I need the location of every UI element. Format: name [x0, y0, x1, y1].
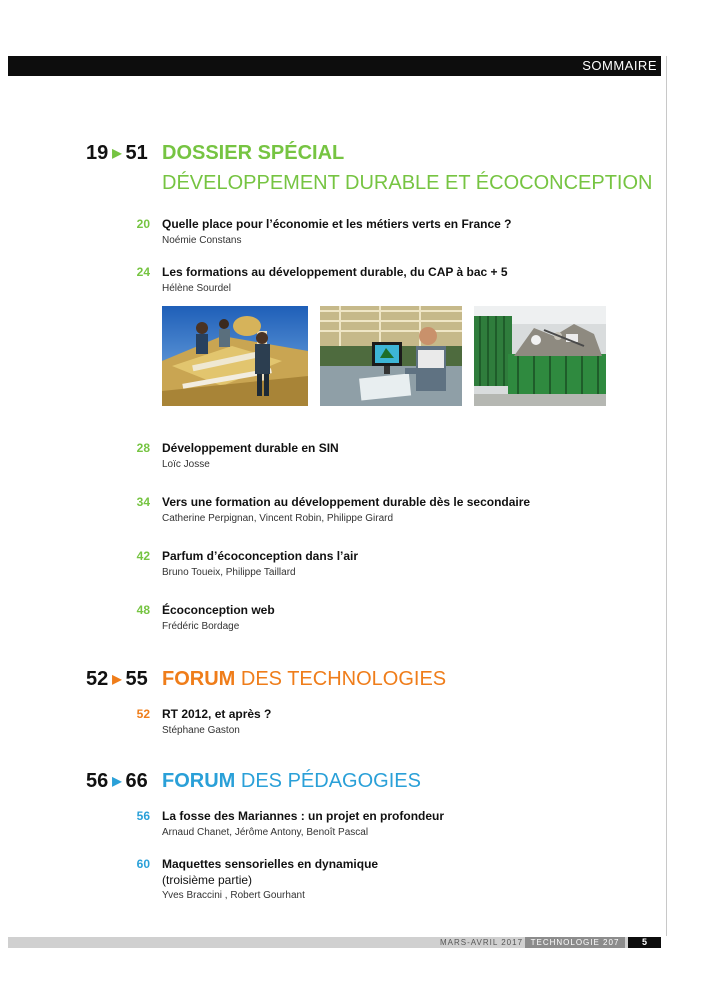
- article-page-number: 20: [136, 217, 150, 231]
- photo-computer-workshop: [320, 306, 462, 406]
- range-start: 19: [86, 142, 109, 164]
- article-subtitle: (troisième partie): [162, 873, 253, 887]
- article-page-number: 34: [136, 495, 150, 509]
- article-authors: Bruno Toueix, Philippe Taillard: [162, 567, 296, 578]
- section-title-dossier: [162, 142, 344, 165]
- article-authors: Catherine Perpignan, Vincent Robin, Philippe Girard: [162, 513, 394, 524]
- footer-issue-date: MARS-AVRIL 2017: [440, 938, 524, 947]
- range-start: 56: [86, 770, 109, 792]
- article-title: Quelle place pour l’économie et les métiers verts en France ?: [162, 217, 512, 231]
- article-page-number: 56: [136, 809, 150, 823]
- range-end: 55: [125, 668, 148, 690]
- article-authors: Yves Braccini , Robert Gourhant: [162, 890, 305, 901]
- section-title-forum-technologies: [162, 668, 446, 691]
- section-title-forum-pedagogies: [162, 770, 421, 793]
- article-title: Vers une formation au développement durable dès le secondaire: [162, 495, 531, 509]
- article-title: Parfum d’écoconception dans l’air: [162, 549, 359, 563]
- header-bar: [8, 56, 661, 76]
- right-margin-rule: [666, 56, 667, 936]
- photo-straw-construction: [162, 306, 308, 406]
- header-label: SOMMAIRE: [582, 58, 657, 73]
- section-title-bold: FORUM: [162, 770, 236, 792]
- article-authors: Stéphane Gaston: [162, 725, 240, 736]
- range-arrow-icon: ▶: [112, 774, 122, 788]
- section-range-dossier: [86, 142, 148, 165]
- article-authors: Arnaud Chanet, Jérôme Antony, Benoît Pascal: [162, 827, 369, 838]
- section-title-bold: DOSSIER SPÉCIAL: [162, 142, 345, 164]
- range-start: 52: [86, 668, 109, 690]
- article-page-number: 42: [136, 549, 150, 563]
- article-title: Développement durable en SIN: [162, 441, 339, 455]
- section-range-forum-pedagogies: [86, 770, 148, 793]
- article-authors: Hélène Sourdel: [162, 283, 231, 294]
- range-end: 51: [125, 142, 148, 164]
- photo-waste-containers: [474, 306, 606, 406]
- section-title-bold: FORUM: [162, 668, 236, 690]
- section-title-light: DES TECHNOLOGIES: [240, 668, 447, 690]
- section-title-light: DES PÉDAGOGIES: [240, 770, 421, 792]
- article-title: Maquettes sensorielles en dynamique: [162, 857, 379, 871]
- article-title: Écoconception web: [162, 603, 275, 617]
- section-subtitle-dossier: DÉVELOPPEMENT DURABLE ET ÉCOCONCEPTION: [162, 172, 653, 194]
- article-title: Les formations au développement durable, du CAP à bac + 5: [162, 265, 508, 279]
- article-authors: Noémie Constans: [162, 235, 242, 246]
- article-title: La fosse des Mariannes : un projet en profondeur: [162, 809, 445, 823]
- range-arrow-icon: ▶: [112, 146, 122, 160]
- footer-page-number: 5: [628, 937, 661, 948]
- article-title: RT 2012, et après ?: [162, 707, 272, 721]
- footer-magazine-name: TECHNOLOGIE 207: [525, 937, 625, 948]
- range-end: 66: [125, 770, 148, 792]
- article-page-number: 48: [136, 603, 150, 617]
- article-authors: Loïc Josse: [162, 459, 210, 470]
- article-page-number: 52: [136, 707, 150, 721]
- section-range-forum-technologies: [86, 668, 148, 691]
- article-authors: Frédéric Bordage: [162, 621, 240, 632]
- article-page-number: 60: [136, 857, 150, 871]
- article-page-number: 24: [136, 265, 150, 279]
- article-page-number: 28: [136, 441, 150, 455]
- range-arrow-icon: ▶: [112, 672, 122, 686]
